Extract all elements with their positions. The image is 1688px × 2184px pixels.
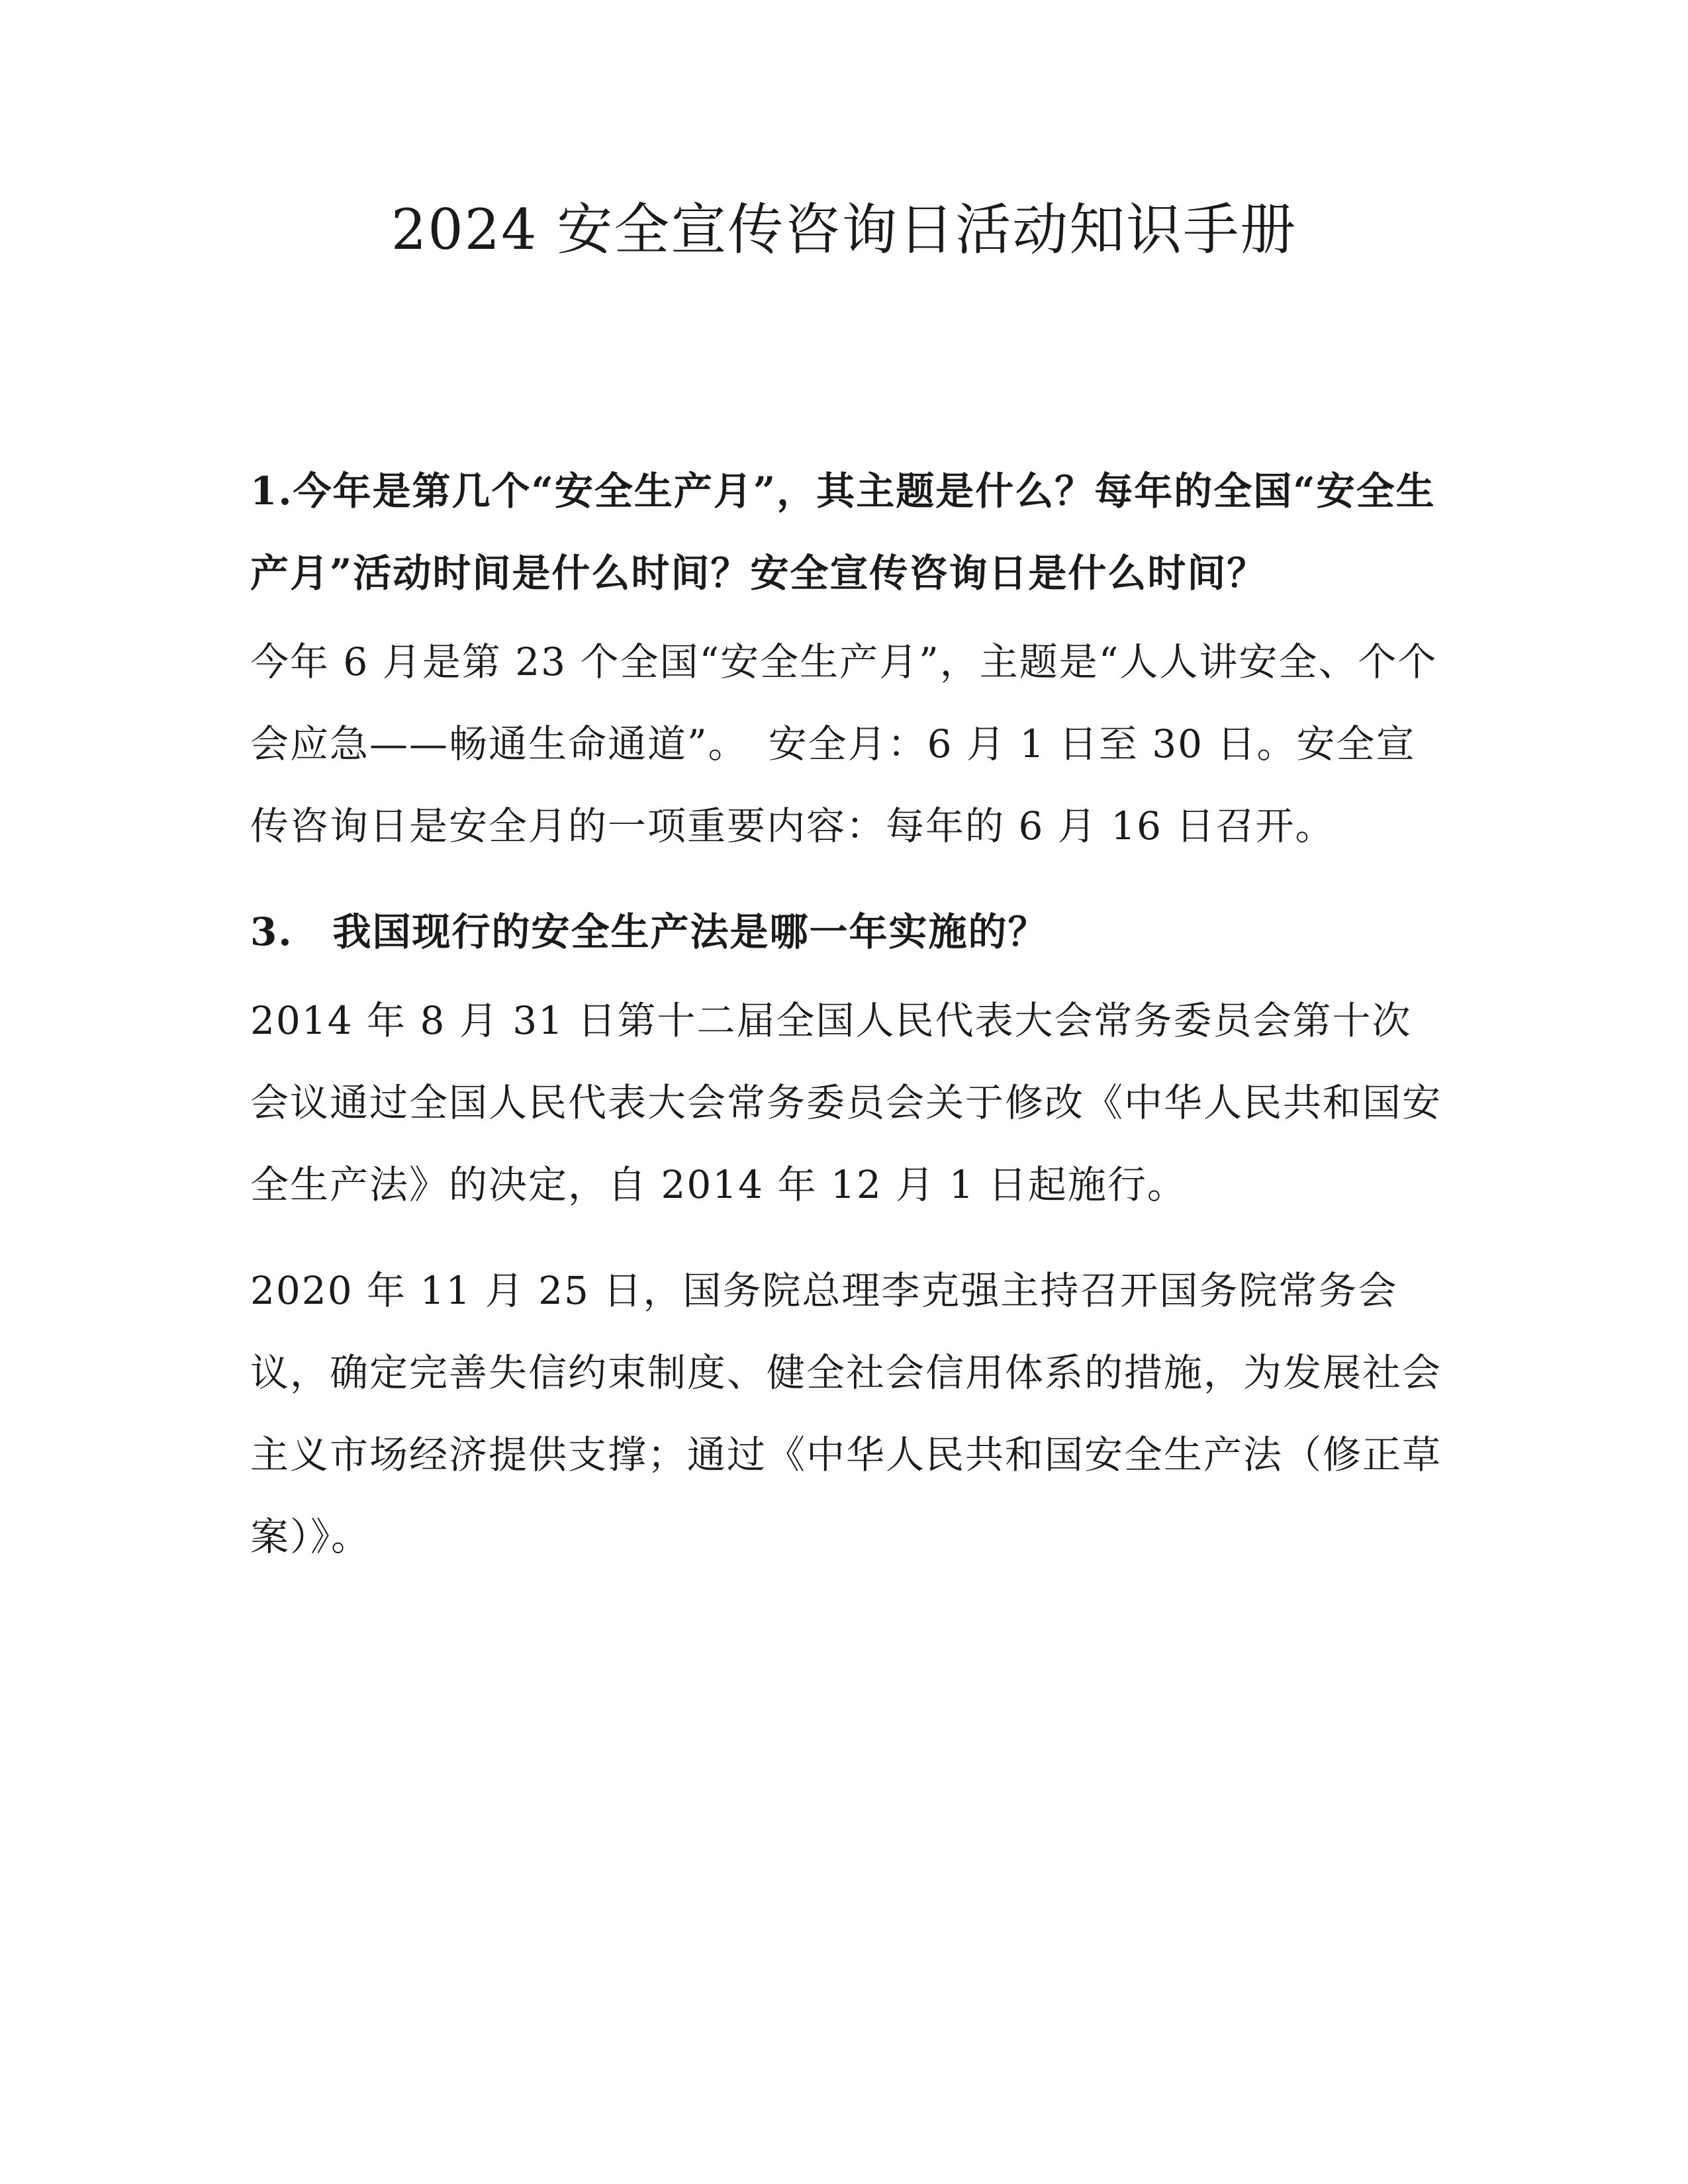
document-body — [250, 450, 1442, 1602]
answer-3-paragraph-2: 2020 年 11 月 25 日，国务院总理李克强主持召开国务院常务会议，确定完善失信约束制度、健全社会信用体系的措施，为发展社会主义市场经济提供支撑；通过《中华人民共和国安全生产法（修正草案）》。 — [250, 1268, 1442, 1559]
answer-1-paragraph-1: 今年 6 月是第 23 个全国“安全生产月”，主题是“人人讲安全、个个会应急——畅通生命通道”。 安全月：6 月 1 日至 30 日。安全宣传咨询日是安全月的一项重要内容：每年的 6 月 16 日召开。 — [250, 639, 1438, 848]
answer-3-paragraph-1: 2014 年 8 月 31 日第十二届全国人民代表大会常务委员会第十次会议通过全国人民代表大会常务委员会关于修改《中华人民共和国安全生产法》的决定，自 2014 年 12 月 1 日起施行。 — [250, 998, 1442, 1207]
question-1: 1.今年是第几个“安全生产月”，其主题是什么？每年的全国“安全生产月”活动时间是什么时间？安全宣传咨询日是什么时间？ — [250, 469, 1436, 596]
document-title: 2024 安全宣传咨询日活动知识手册 — [391, 197, 1297, 262]
question-3: 3. 我国现行的安全生产法是哪一年实施的？ — [250, 909, 1048, 954]
